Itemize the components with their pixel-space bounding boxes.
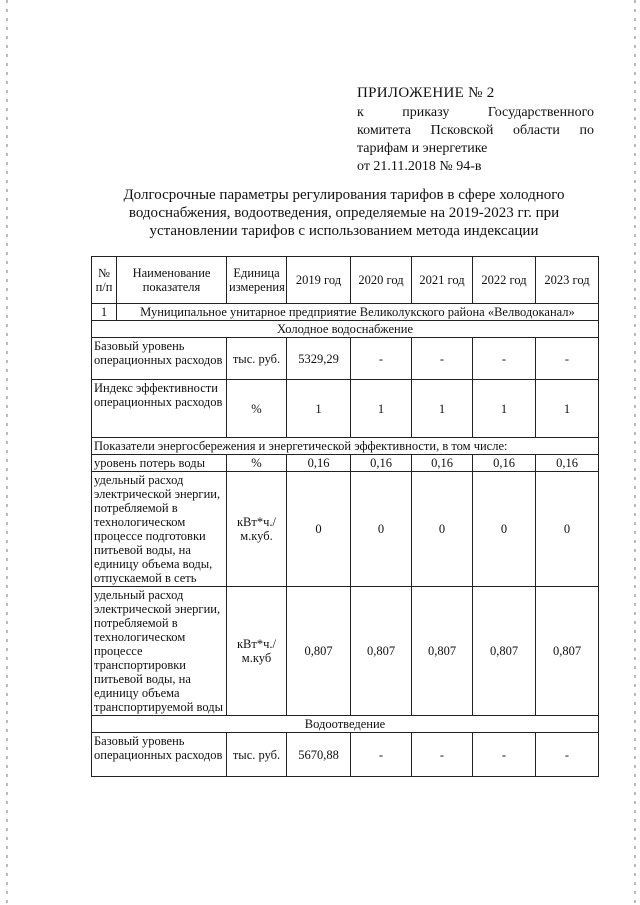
header-year-2020: 2020 год — [351, 257, 412, 304]
row-value: 1 — [536, 380, 599, 438]
document-title-line-3: установлении тарифов с использованием метода индексации — [149, 223, 539, 239]
row-name: Базовый уровень операционных расходов — [92, 733, 227, 777]
table-row — [92, 587, 599, 716]
section-cold-water: Холодное водоснабжение — [92, 321, 599, 338]
row-value: 1 — [351, 380, 412, 438]
table-row — [92, 455, 599, 472]
row-name: Базовый уровень операционных расходов — [92, 338, 227, 380]
row-unit: тыс. руб. — [227, 338, 287, 380]
energy-header-row — [92, 438, 599, 455]
table-row — [92, 733, 599, 777]
document-title-line-1: Долгосрочные параметры регулирования тарифов в сфере холодного — [123, 187, 565, 203]
section-wastewater: Водоотведение — [92, 716, 599, 733]
energy-indicators-header: Показатели энергосбережения и энергетической эффективности, в том числе: — [92, 438, 599, 455]
row-value: 0 — [473, 472, 536, 587]
row-value: - — [473, 733, 536, 777]
row-value: 0 — [351, 472, 412, 587]
section-row-cold — [92, 321, 599, 338]
row-unit: кВт*ч./м.куб. — [227, 472, 287, 587]
table-header-row — [92, 257, 599, 304]
row-value: 5329,29 — [287, 338, 351, 380]
header-year-2022: 2022 год — [473, 257, 536, 304]
header-name: Наименование показателя — [117, 257, 227, 304]
row-value: - — [473, 338, 536, 380]
row-value: 0 — [412, 472, 473, 587]
row-value: 0 — [287, 472, 351, 587]
appendix-line-3: тарифам и энергетике — [357, 141, 488, 156]
appendix-line-4: от 21.11.2018 № 94-в — [357, 159, 482, 174]
row-value: 0,16 — [412, 455, 473, 472]
row-value: 0,807 — [412, 587, 473, 716]
organization-name: Муниципальное унитарное предприятие Великолукского района «Велводоканал» — [117, 304, 599, 321]
row-value: 0,16 — [351, 455, 412, 472]
header-year-2023: 2023 год — [536, 257, 599, 304]
row-value: 1 — [287, 380, 351, 438]
row-value: - — [351, 338, 412, 380]
row-value: 0,807 — [287, 587, 351, 716]
row-value: 0,807 — [351, 587, 412, 716]
row-value: 1 — [412, 380, 473, 438]
section-row-sewer — [92, 716, 599, 733]
row-name: удельный расход электрической энергии, потребляемой в технологическом процессе транспортировки питьевой воды, на единицу объема транспортируемой воды — [92, 587, 227, 716]
row-unit: кВт*ч./м.куб — [227, 587, 287, 716]
header-num: № п/п — [92, 257, 117, 304]
row-name: удельный расход электрической энергии, потребляемой в технологическом процессе подготовки питьевой воды, на единицу объема воды, отпускаемой в сеть — [92, 472, 227, 587]
scan-edge-right — [634, 0, 636, 905]
row-value: 0,807 — [473, 587, 536, 716]
parameters-table — [91, 256, 599, 777]
row-value: - — [412, 733, 473, 777]
appendix-line-1: к приказу Государственного — [357, 105, 594, 120]
row-value: - — [412, 338, 473, 380]
row-value: 1 — [473, 380, 536, 438]
appendix-header — [357, 84, 594, 176]
organization-row — [92, 304, 599, 321]
scan-edge-left — [6, 0, 8, 905]
appendix-title: ПРИЛОЖЕНИЕ № 2 — [357, 85, 495, 101]
header-unit: Единица измерения — [227, 257, 287, 304]
row-value: 0,16 — [287, 455, 351, 472]
row-value: 0,16 — [536, 455, 599, 472]
row-value: 0,16 — [473, 455, 536, 472]
row-value: 0,807 — [536, 587, 599, 716]
row-value: - — [536, 338, 599, 380]
appendix-line-2: комитета Псковской области по — [357, 123, 594, 138]
row-value: - — [351, 733, 412, 777]
row-value: 0 — [536, 472, 599, 587]
organization-num: 1 — [92, 304, 117, 321]
row-unit: % — [227, 455, 287, 472]
row-name: Индекс эффективности операционных расходов — [92, 380, 227, 438]
table-row — [92, 380, 599, 438]
row-unit: тыс. руб. — [227, 733, 287, 777]
table-row — [92, 472, 599, 587]
row-value: 5670,88 — [287, 733, 351, 777]
row-unit: % — [227, 380, 287, 438]
table-row — [92, 338, 599, 380]
header-year-2021: 2021 год — [412, 257, 473, 304]
header-year-2019: 2019 год — [287, 257, 351, 304]
row-name: уровень потерь воды — [92, 455, 227, 472]
row-value: - — [536, 733, 599, 777]
document-title-line-2: водоснабжения, водоотведения, определяемые на 2019-2023 гг. при — [128, 205, 560, 221]
document-title — [92, 186, 596, 240]
